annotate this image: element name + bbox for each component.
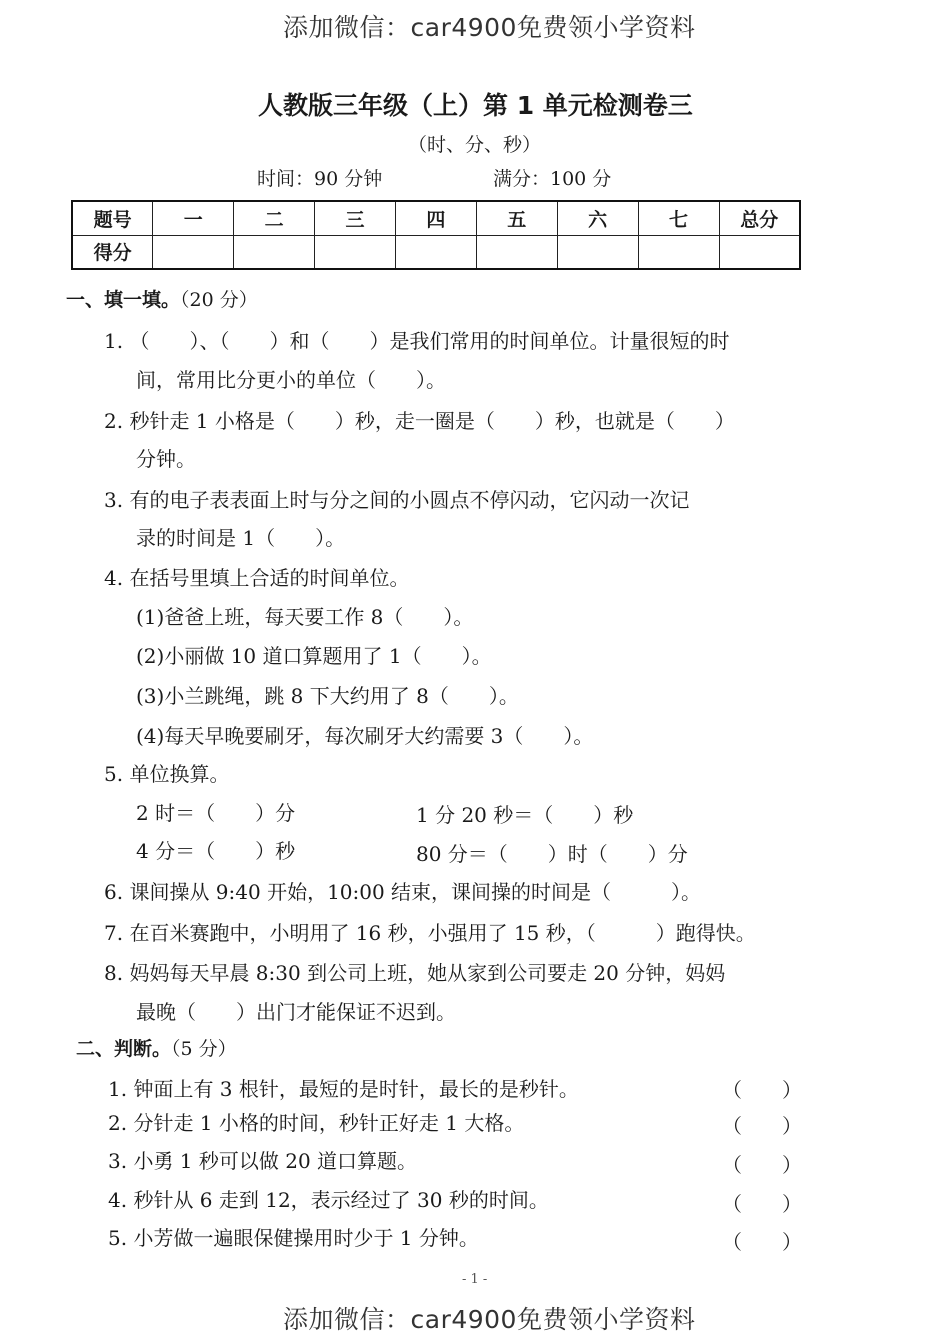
q1-line2: 间，常用比分更小的单位（ ）。 <box>136 368 446 392</box>
q5-a: 2 时＝（ ）分 <box>136 801 296 825</box>
score-cell-header: 三 <box>315 201 396 235</box>
q8-line1: 8. 妈妈每天早晨 8:30 到公司上班，她从家到公司要走 20 分钟，妈妈 <box>104 961 726 985</box>
score-table-score-row <box>72 235 800 269</box>
exam-time: 时间：90 分钟 <box>257 168 383 190</box>
score-blank <box>557 235 638 269</box>
q5-b: 1 分 20 秒＝（ ）秒 <box>416 803 634 827</box>
q1-line1: 1. （ ）、（ ）和（ ）是我们常用的时间单位。计量很短的时 <box>104 329 730 353</box>
q4-line1: 4. 在括号里填上合适的时间单位。 <box>104 566 410 590</box>
judge-item-4: 4. 秒针从 6 走到 12，表示经过了 30 秒的时间。 <box>108 1188 549 1212</box>
judge-item-1: 1. 钟面上有 3 根针，最短的是时针，最长的是秒针。 <box>108 1077 579 1101</box>
score-blank <box>719 235 800 269</box>
judge-answer-5: （ ） <box>722 1230 802 1254</box>
watermark-bottom: 添加微信：car4900免费领小学资料 <box>283 1305 696 1334</box>
score-cell-header: 六 <box>557 201 638 235</box>
section2-heading-text: 二、判断。 <box>76 1038 172 1060</box>
q4-sub3: (3)小兰跳绳，跳 8 下大约用了 8（ ）。 <box>136 684 519 708</box>
score-blank <box>476 235 557 269</box>
score-blank <box>396 235 477 269</box>
page-subtitle: （时、分、秒） <box>408 134 542 156</box>
q5-d: 80 分＝（ ）时（ ）分 <box>416 842 688 866</box>
score-cell-header: 五 <box>476 201 557 235</box>
section2-heading <box>76 1034 237 1061</box>
full-score: 满分：100 分 <box>493 168 612 190</box>
score-table <box>71 200 801 270</box>
score-cell-header: 七 <box>638 201 719 235</box>
page-number: - 1 - <box>462 1272 488 1287</box>
q5-line1: 5. 单位换算。 <box>104 762 230 786</box>
judge-item-3: 3. 小勇 1 秒可以做 20 道口算题。 <box>108 1149 418 1173</box>
score-cell-header: 二 <box>234 201 315 235</box>
section1-points: （20 分） <box>180 289 258 311</box>
judge-item-5: 5. 小芳做一遍眼保健操用时少于 1 分钟。 <box>108 1226 479 1250</box>
q7: 7. 在百米赛跑中，小明用了 16 秒，小强用了 15 秒，（ ）跑得快。 <box>104 921 756 945</box>
q4-sub1: (1)爸爸上班，每天要工作 8（ ）。 <box>136 605 474 629</box>
section2-points: （5 分） <box>171 1038 237 1060</box>
q2-line2: 分钟。 <box>136 447 196 471</box>
judge-answer-3: （ ） <box>722 1153 802 1177</box>
q2-line1: 2. 秒针走 1 小格是（ ）秒，走一圈是（ ）秒，也就是（ ） <box>104 409 735 433</box>
score-table-header-row <box>72 201 800 235</box>
score-blank <box>315 235 396 269</box>
score-blank <box>638 235 719 269</box>
judge-item-2: 2. 分针走 1 小格的时间，秒针正好走 1 大格。 <box>108 1111 525 1135</box>
watermark-top: 添加微信：car4900免费领小学资料 <box>283 13 696 42</box>
q8-line2: 最晚（ ）出门才能保证不迟到。 <box>136 1000 456 1024</box>
judge-answer-2: （ ） <box>722 1114 802 1138</box>
q5-c: 4 分＝（ ）秒 <box>136 839 296 863</box>
q4-sub2: (2)小丽做 10 道口算题用了 1（ ）。 <box>136 644 492 668</box>
q3-line2: 录的时间是 1（ ）。 <box>136 526 346 550</box>
score-cell-header: 总分 <box>719 201 800 235</box>
q6: 6. 课间操从 9:40 开始，10:00 结束，课间操的时间是（ ）。 <box>104 880 702 904</box>
q4-sub4: (4)每天早晚要刷牙，每次刷牙大约需要 3（ ）。 <box>136 724 594 748</box>
page-title: 人教版三年级（上）第 1 单元检测卷三 <box>258 91 693 120</box>
section1-heading-text: 一、填一填。 <box>66 289 181 311</box>
judge-answer-1: （ ） <box>722 1078 802 1102</box>
score-cell-label: 题号 <box>72 201 153 235</box>
score-cell-header: 四 <box>396 201 477 235</box>
score-blank <box>234 235 315 269</box>
score-cell-header: 一 <box>153 201 234 235</box>
section1-heading <box>66 285 258 312</box>
judge-answer-4: （ ） <box>722 1192 802 1216</box>
score-blank <box>153 235 234 269</box>
score-row-label: 得分 <box>72 235 153 269</box>
q3-line1: 3. 有的电子表表面上时与分之间的小圆点不停闪动，它闪动一次记 <box>104 488 690 512</box>
